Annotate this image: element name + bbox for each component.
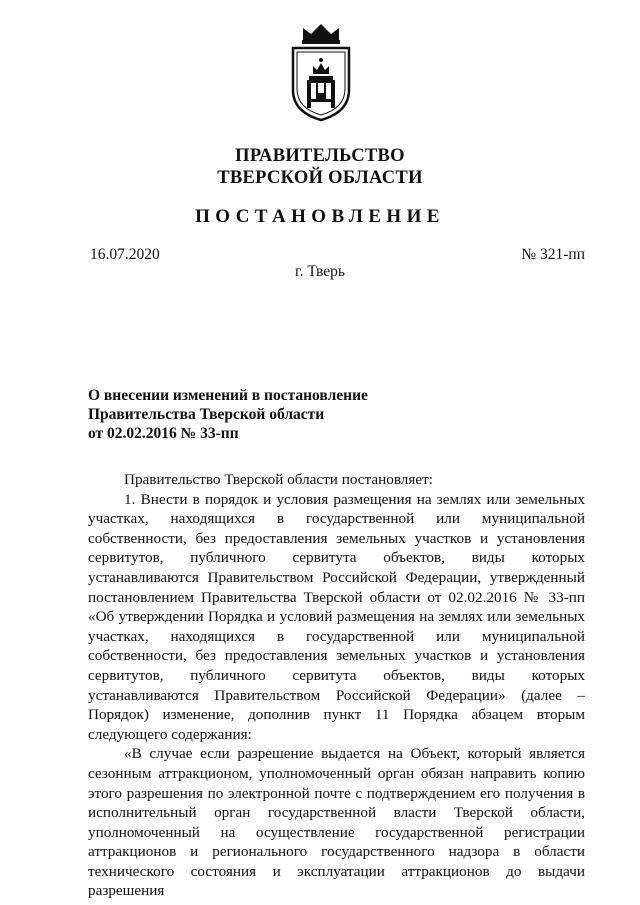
document-city: г. Тверь [295, 263, 345, 280]
document-type-title: ПОСТАНОВЛЕНИЕ [195, 206, 445, 227]
subject-line3: от 02.02.2016 № 33-пп [88, 425, 239, 442]
subject-line1: О внесении изменений в постановление [88, 387, 368, 404]
document-number: № 321-пп [521, 246, 585, 263]
org-name-line1: ПРАВИТЕЛЬСТВО [235, 146, 405, 166]
subject-line2: Правительства Тверской области [88, 406, 325, 423]
body-paragraph-2: 1. Внести в порядок и условия размещения на землях или земельных участках, находящихся в государственной или муниципальной собственности, без предоставления земельных участков и установления сервитутов, публичного сервитута объектов, виды которых устанавливаются Правительством Российской Федерации, утвержденный постановлением Правительства Тверской области от 02.02.2016 № 33-пп «Об утверждении Порядка и условий размещения на землях или земельных участках, находящихся в государственной или муниципальной собственности, без предоставления земельных участков и установления сервитутов, публичного сервитута объектов, виды которых устанавливаются Правительством Российской Федерации» (далее – Порядок) изменение, дополнив пункт 11 Порядка абзацем вторым следующего содержания: [88, 490, 585, 743]
body-paragraph-1: Правительство Тверской области постановляет: [124, 471, 433, 488]
body-paragraph-3: «В случае если разрешение выдается на Объект, который является сезонным аттракционом, уполномоченный орган обязан направить копию этого разрешения по электронной почте с подтверждением его получения в исполнительный орган государственной власти Тверской области, уполномоченный на осуществление государственной регистрации аттракционов и регионального государственного надзора в области технического состояния и эксплуатации аттракционов до выдачи разрешения [88, 745, 585, 900]
org-name-line2: ТВЕРСКОЙ ОБЛАСТИ [217, 168, 423, 188]
tver-coat-of-arms-icon [289, 20, 353, 124]
document-date: 16.07.2020 [90, 246, 160, 263]
document-subject [88, 386, 408, 443]
document-body [88, 470, 585, 901]
